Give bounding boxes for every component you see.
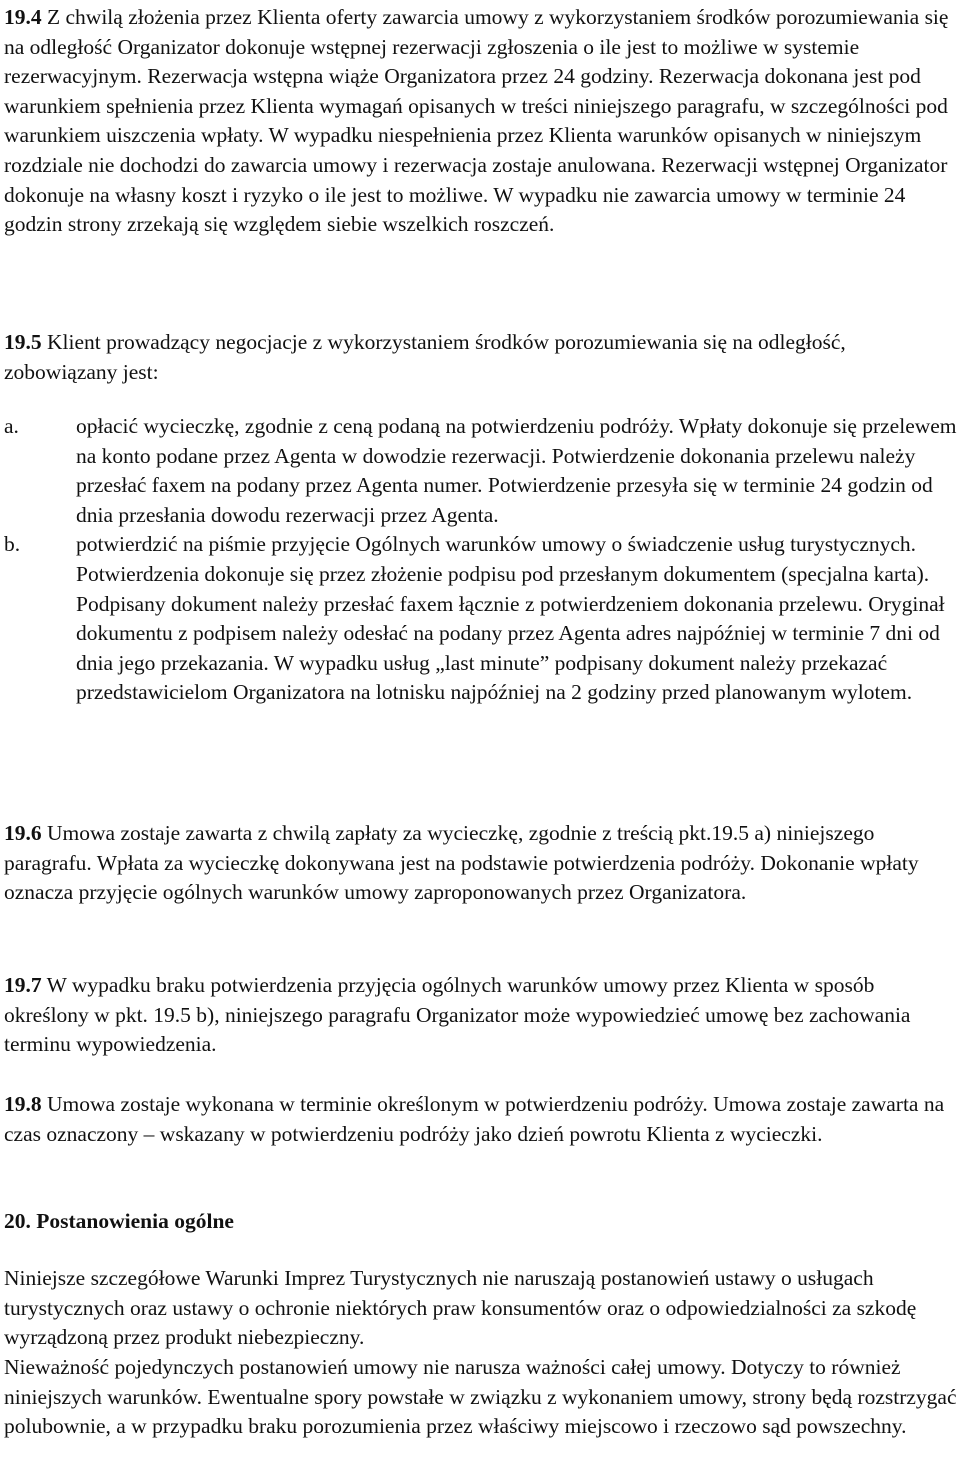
list-item: [4, 530, 960, 708]
section-text: Umowa zostaje wykonana w terminie określonym w potwierdzeniu podróży. Umowa zostaje zawarta na czas oznaczony – wskazany w potwierdzeniu podróży jako dzień powrotu Klienta z wycieczki.: [4, 1092, 945, 1146]
list-item: [4, 412, 960, 530]
list-marker: b.: [4, 532, 21, 557]
section-20-heading: 20. Postanowienia ogólne: [4, 1209, 234, 1233]
section-19-7: [4, 971, 960, 1060]
section-number: 19.6: [4, 821, 42, 845]
section-number: 19.5: [4, 330, 42, 354]
section-19-4: [4, 3, 960, 240]
section-number: 19.8: [4, 1092, 42, 1116]
section-number: 19.4: [4, 5, 42, 29]
section-text: Klient prowadzący negocjacje z wykorzystaniem środków porozumiewania się na odległość, zobowiązany jest:: [4, 330, 846, 384]
list-marker: a.: [4, 414, 19, 438]
section-text: Z chwilą złożenia przez Klienta oferty zawarcia umowy z wykorzystaniem środków porozumiewania się na odległość Organizator dokonuje wstępnej rezerwacji zgłoszenia o ile jest to możliwe w systemie rezerwacyjnym. Rezerwacja wstępna wiąże Organizatora przez 24 godziny. Rezerwacja dokonana jest pod warunkiem spełnienia przez Klienta wymagań opisanych w treści niniejszego paragrafu, w szczególności pod warunkiem uiszczenia wpłaty. W wypadku niespełnienia przez Klienta warunków opisanych w niniejszym rozdziale nie dochodzi do zawarcia umowy i rezerwacja zostaje anulowana. Rezerwacji wstępnej Organizator dokonuje na własny koszt i ryzyko o ile jest to możliwe. W wypadku nie zawarcia umowy w terminie 24 godzin strony zrzekają się względem siebie wszelkich roszczeń.: [4, 5, 949, 237]
obligations-list: [4, 412, 960, 708]
section-19-5: [4, 328, 960, 387]
section-text: W wypadku braku potwierdzenia przyjęcia ogólnych warunków umowy przez Klienta w sposób określony w pkt. 19.5 b), niniejszego paragrafu Organizator może wypowiedzieć umowę bez zachowania terminu wypowiedzenia.: [4, 973, 911, 1057]
section-20-paragraph-2: Nieważność pojedynczych postanowień umowy nie narusza ważności całej umowy. Dotyczy to również niniejszych warunków. Ewentualne spory powstałe w związku z wykonaniem umowy, strony będą rozstrzygać polubownie, a w przypadku braku porozumienia przez właściwy miejscowo i rzeczowo sąd powszechny.: [4, 1355, 957, 1439]
section-20-paragraph-1: Niniejsze szczegółowe Warunki Imprez Turystycznych nie naruszają postanowień ustawy o usługach turystycznych oraz ustawy o ochronie niektórych praw konsumentów oraz o odpowiedzialności za szkodę wyrządzoną przez produkt niebezpieczny.: [4, 1266, 917, 1350]
list-item-text: potwierdzić na piśmie przyjęcie Ogólnych warunków umowy o świadczenie usług turystycznych. Potwierdzenia dokonuje się przez złożenie podpisu pod przesłanym dokumentem (specjalna karta). Podpisany dokument należy przesłać faxem łącznie z potwierdzeniem dokonania przelewu. Oryginał dokumentu z podpisem należy odesłać na podany przez Agenta adres najpóźniej w terminie 7 dni od dnia jego przekazania. W wypadku usług „last minute” podpisany dokument należy przekazać przedstawicielom Organizatora na lotnisku najpóźniej na 2 godziny przed planowanym wylotem.: [76, 532, 945, 705]
section-19-6: [4, 819, 960, 908]
list-item-text: opłacić wycieczkę, zgodnie z ceną podaną na potwierdzeniu podróży. Wpłaty dokonuje się przelewem na konto podane przez Agenta w dowodzie rezerwacji. Potwierdzenie dokonania przelewu należy przesłać faxem na podany przez Agenta numer. Potwierdzenie przesyła się w terminie 24 godzin od dnia przesłania dowodu rezerwacji przez Agenta.: [76, 414, 957, 527]
section-text: Umowa zostaje zawarta z chwilą zapłaty za wycieczkę, zgodnie z treścią pkt.19.5 a) niniejszego paragrafu. Wpłata za wycieczkę dokonywana jest na podstawie potwierdzenia podróży. Dokonanie wpłaty oznacza przyjęcie ogólnych warunków umowy zaproponowanych przez Organizatora.: [4, 821, 919, 905]
section-19-8: [4, 1090, 960, 1149]
section-number: 19.7: [4, 973, 42, 997]
